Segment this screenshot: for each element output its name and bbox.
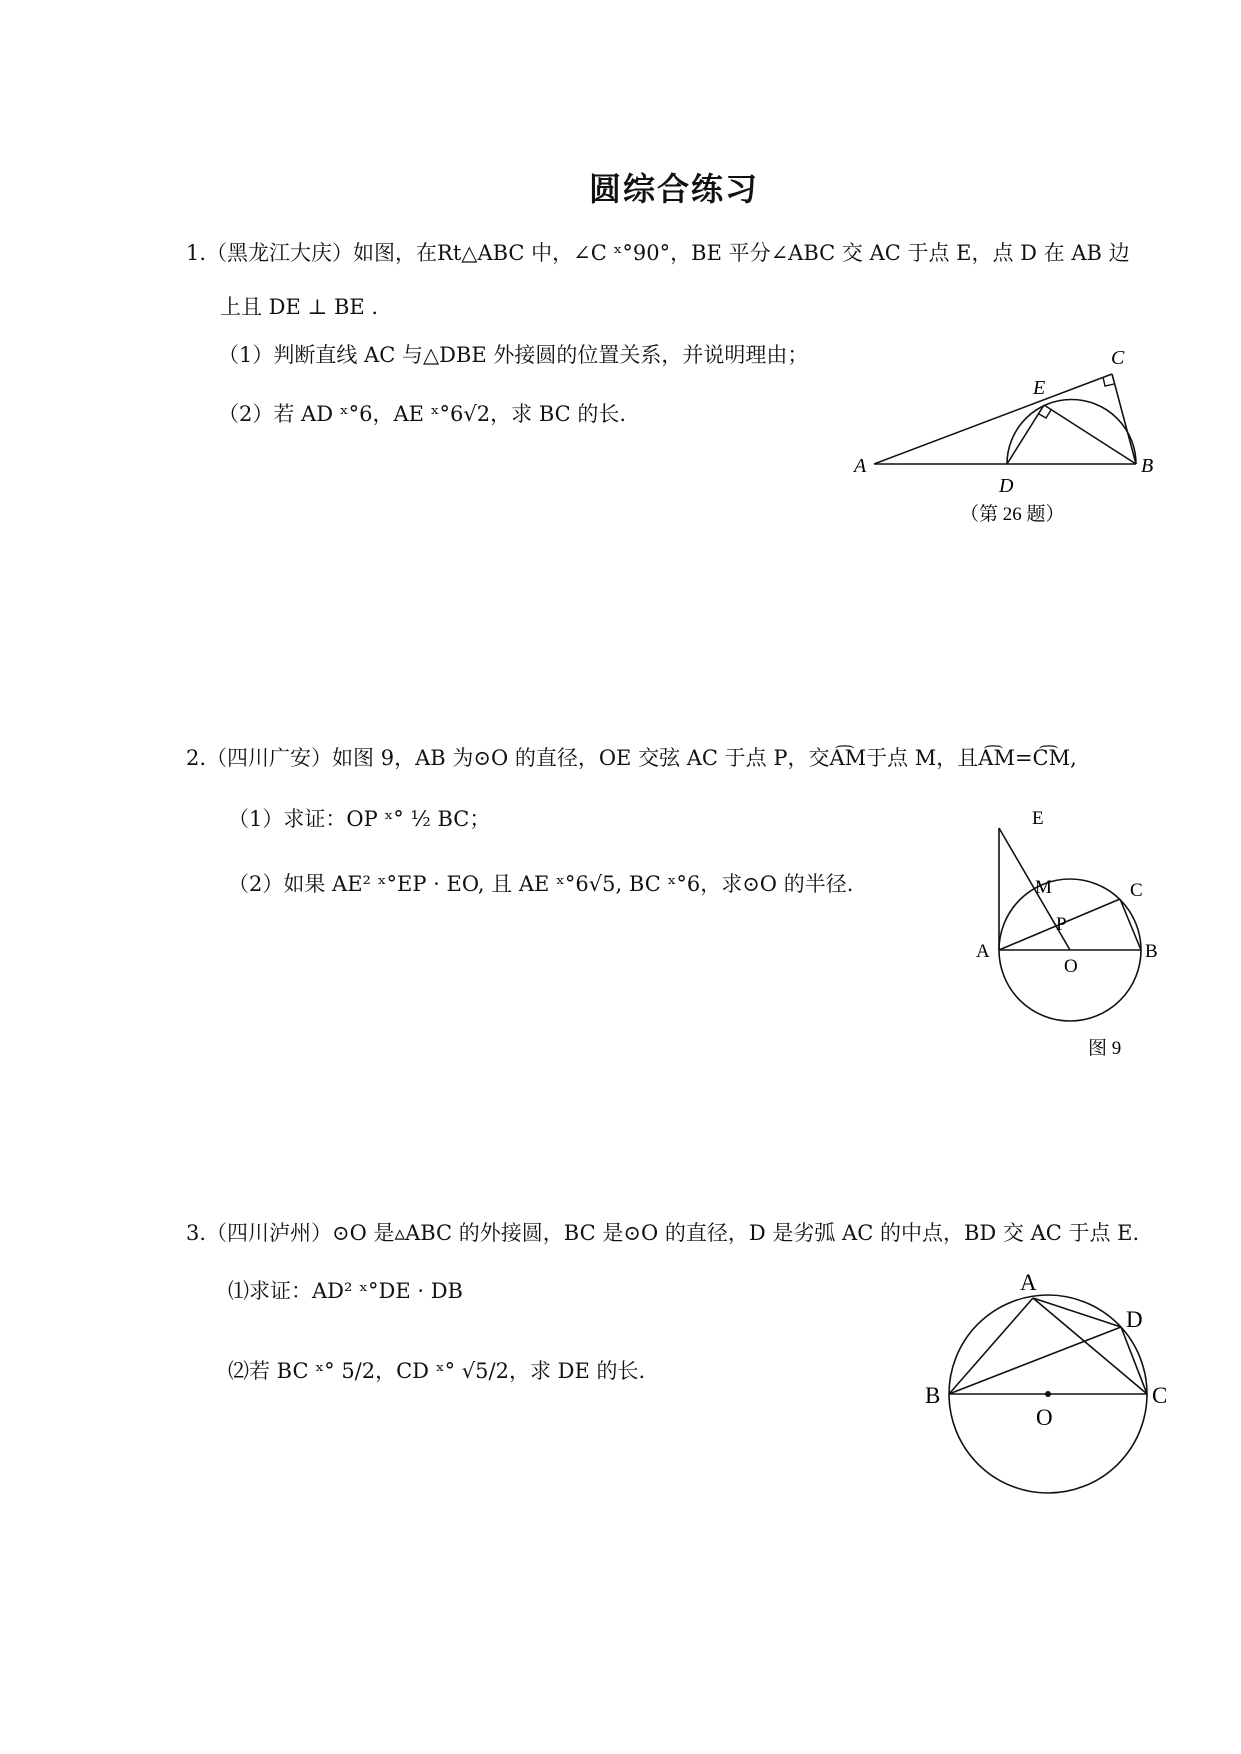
label-c: C <box>1152 1383 1168 1408</box>
problem-2-figure <box>976 800 1190 1060</box>
center-dot <box>1045 1391 1051 1397</box>
page-title: 圆综合练习 <box>589 170 760 208</box>
segment-de <box>1007 405 1044 464</box>
label-a: A <box>1020 1270 1037 1295</box>
label-e: E <box>1033 377 1046 399</box>
label-b: B <box>925 1383 941 1408</box>
label-a: A <box>976 941 990 962</box>
problem-3-figure <box>920 1270 1180 1520</box>
figure-1-caption: （第 26 题） <box>960 504 1065 525</box>
label-d: D <box>1126 1307 1143 1332</box>
problem-2-part-1: （1）求证：OP ˣ° ½ BC； <box>228 807 491 831</box>
label-p: P <box>1056 914 1067 935</box>
problem-2-stem-line-1: （四川广安）如图 9，AB 为⊙O 的直径，OE 交弦 AC 于点 P，交A͡M于点 M，且A͡M=C͡M, <box>206 746 1077 770</box>
problem-1-stem-line-1: （黑龙江大庆）如图，在Rt△ABC 中，∠C ˣ°90°，BE 平分∠ABC 交 AC 于点 E，点 D 在 AB 边 <box>206 241 1130 265</box>
problem-1-figure <box>850 340 1170 530</box>
label-c: C <box>1130 880 1143 901</box>
label-o: O <box>1064 956 1078 977</box>
problem-2-line-1 <box>186 742 1077 772</box>
segment-ac <box>874 374 1112 464</box>
label-b: B <box>1145 941 1158 962</box>
label-o: O <box>1036 1405 1053 1430</box>
label-e: E <box>1032 808 1044 829</box>
problem-1-part-2: （2）若 AD ˣ°6，AE ˣ°6√2，求 BC 的长. <box>218 402 627 426</box>
problem-1-part-1: （1）判断直线 AC 与△DBE 外接圆的位置关系，并说明理由； <box>218 343 809 367</box>
segment-cb <box>1120 899 1141 950</box>
problem-2-number: 2. <box>186 746 207 770</box>
figure-2-caption: 图 9 <box>1088 1038 1122 1059</box>
problem-3-number: 3. <box>186 1221 207 1245</box>
problem-1-number: 1. <box>186 241 207 265</box>
label-b: B <box>1141 455 1154 477</box>
problem-3-part-1: ⑴求证：AD² ˣ°DE · DB <box>228 1279 463 1303</box>
segment-bd <box>949 1327 1121 1394</box>
problem-3-part-2: ⑵若 BC ˣ° 5/2，CD ˣ° √5/2，求 DE 的长. <box>228 1359 646 1383</box>
label-c: C <box>1111 347 1125 369</box>
segment-ad <box>1033 1298 1121 1327</box>
label-a: A <box>854 455 867 477</box>
label-d: D <box>999 475 1014 497</box>
problem-3-line-1 <box>186 1217 1139 1247</box>
problem-3-stem-line-1: （四川泸州）⊙O 是▵ABC 的外接圆，BC 是⊙O 的直径，D 是劣弧 AC 的中点，BD 交 AC 于点 E. <box>206 1221 1140 1245</box>
label-m: M <box>1035 877 1052 898</box>
problem-1-stem-line-2: 上且 DE ⊥ BE . <box>220 295 379 319</box>
problem-1-line-1 <box>186 237 1130 267</box>
problem-2-part-2: （2）如果 AE² ˣ°EP · EO, 且 AE ˣ°6√5, BC ˣ°6，求⊙O 的半径. <box>228 872 854 896</box>
